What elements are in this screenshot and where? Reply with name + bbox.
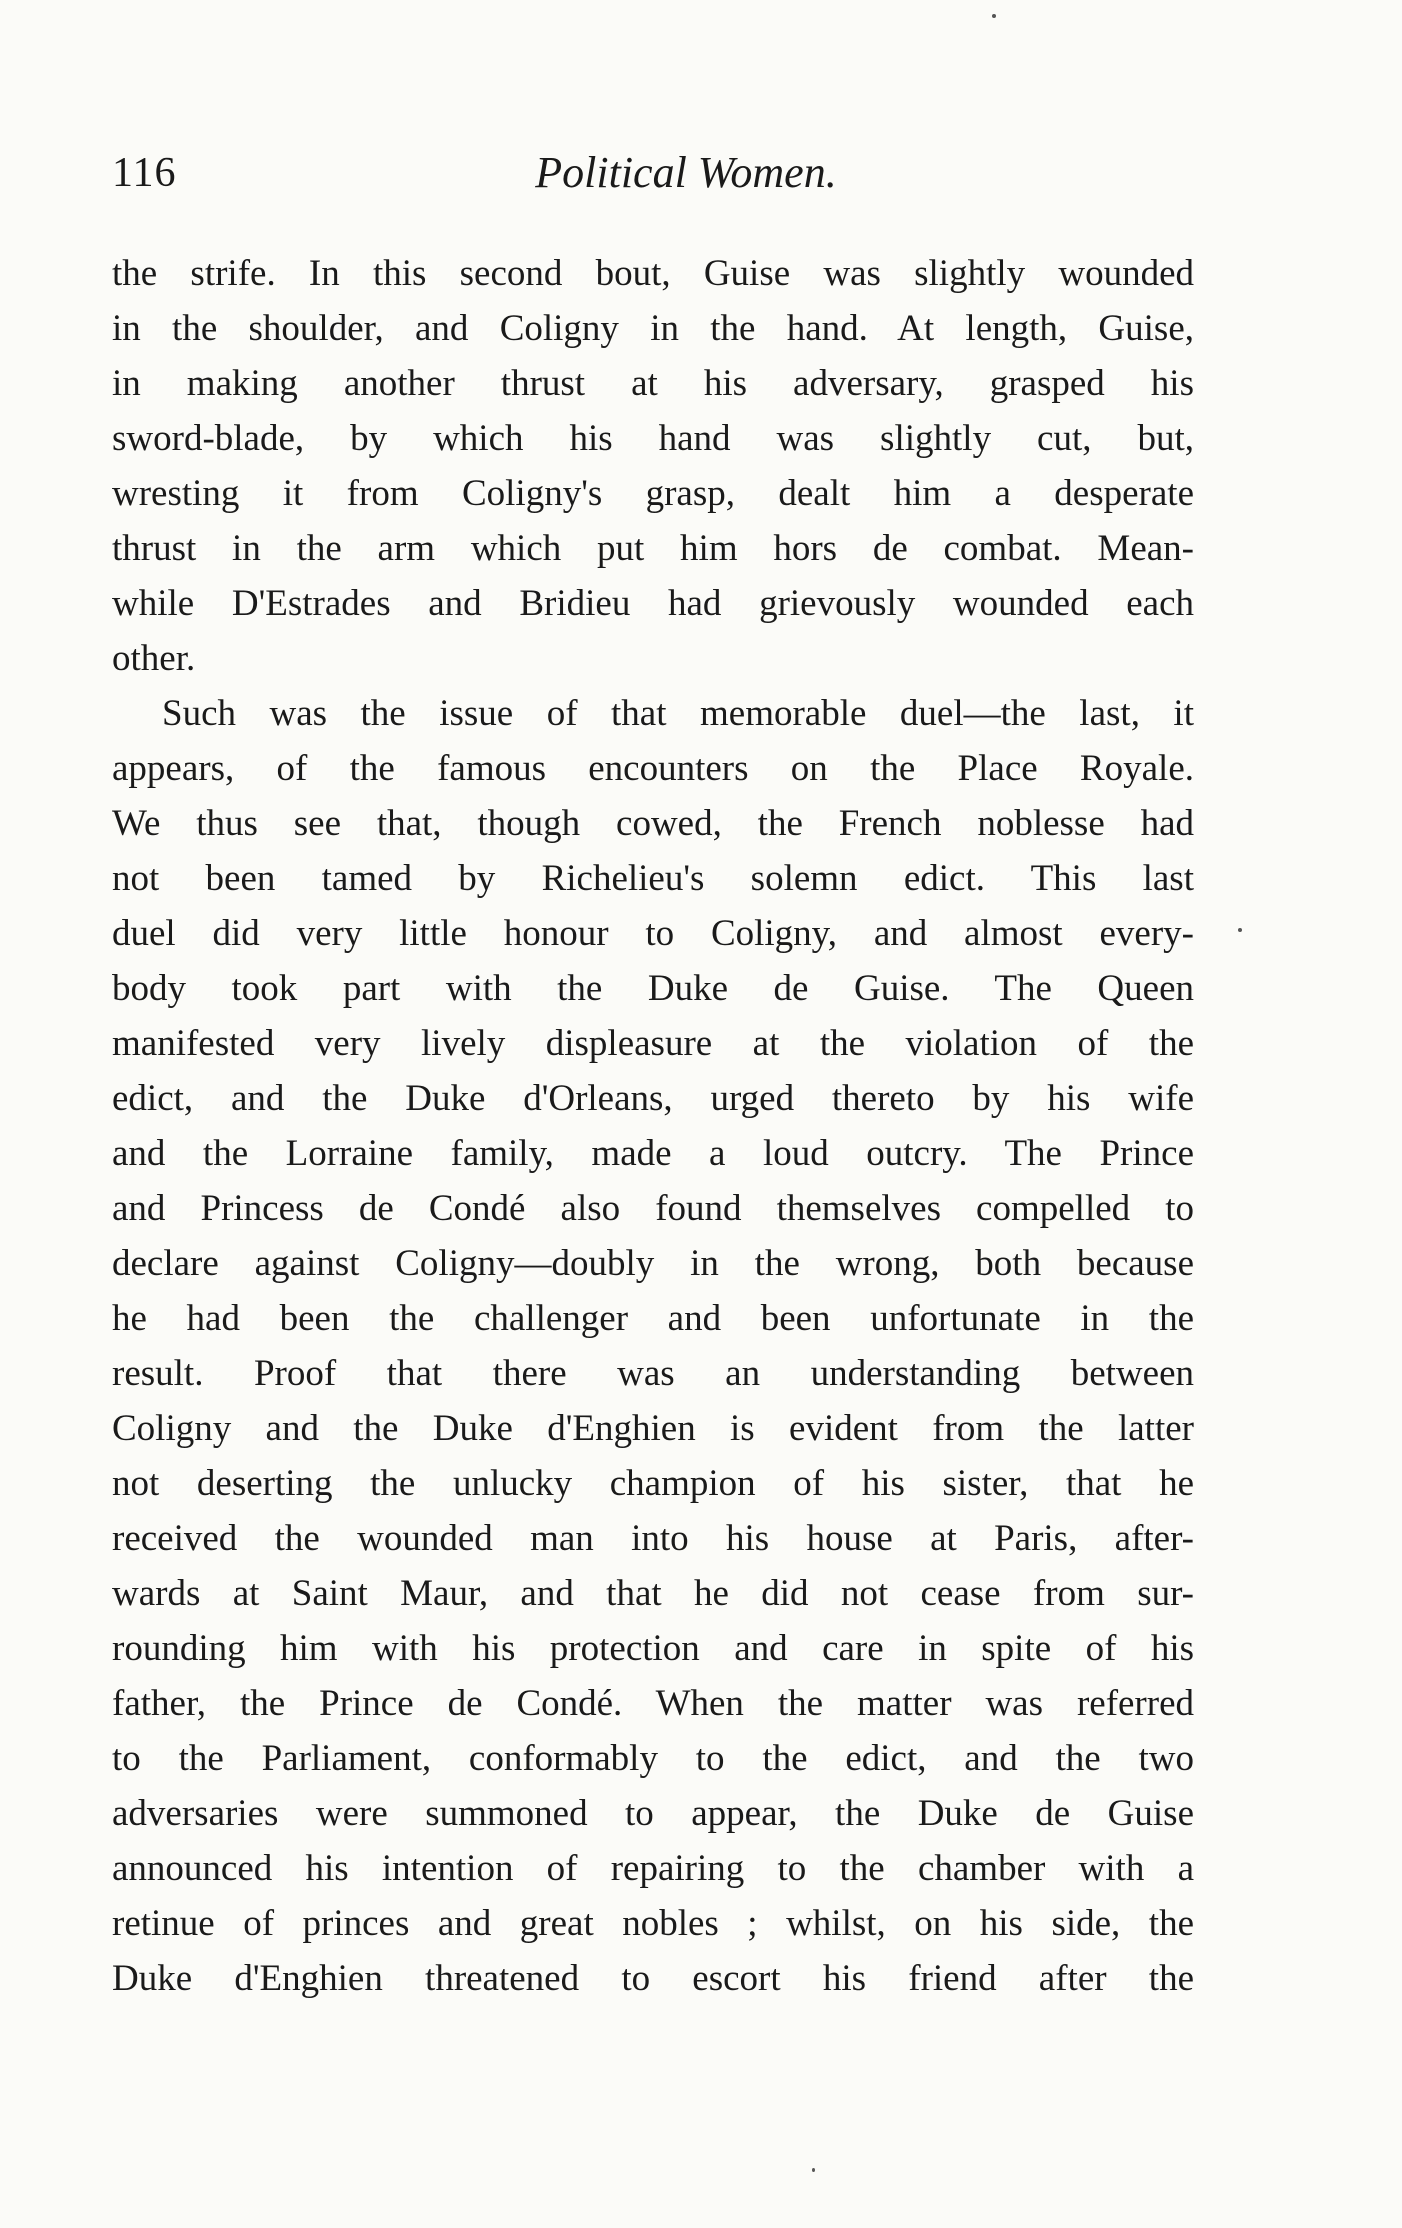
text-line: and Princess de Condé also found themselves compelled to: [112, 1188, 1194, 1229]
text-line: We thus see that, though cowed, the French noblesse had: [112, 803, 1194, 844]
text-line: result. Proof that there was an understanding between: [112, 1353, 1194, 1394]
text-line: duel did very little honour to Coligny, and almost every-: [112, 913, 1194, 954]
text-line: wards at Saint Maur, and that he did not cease from sur-: [112, 1573, 1194, 1614]
text-line: received the wounded man into his house at Paris, after-: [112, 1518, 1194, 1559]
text-line: the strife. In this second bout, Guise was slightly wounded: [112, 253, 1194, 294]
text-line: other.: [112, 638, 196, 679]
text-line: not deserting the unlucky champion of his sister, that he: [112, 1463, 1194, 1504]
text-line: edict, and the Duke d'Orleans, urged thereto by his wife: [112, 1078, 1194, 1119]
text-line: Coligny and the Duke d'Enghien is evident from the latter: [112, 1408, 1194, 1449]
scan-speck: [1238, 928, 1242, 932]
text-line: announced his intention of repairing to the chamber with a: [112, 1848, 1194, 1889]
body-text: [112, 246, 1194, 2006]
text-line: sword-blade, by which his hand was slightly cut, but,: [112, 418, 1194, 459]
scan-speck: [992, 14, 996, 18]
text-line: not been tamed by Richelieu's solemn edict. This last: [112, 858, 1194, 899]
scan-speck: [812, 2168, 815, 2172]
text-line: wresting it from Coligny's grasp, dealt him a desperate: [112, 473, 1194, 514]
page-number: 116: [112, 150, 177, 196]
text-line: manifested very lively displeasure at the violation of the: [112, 1023, 1194, 1064]
text-line: in the shoulder, and Coligny in the hand. At length, Guise,: [112, 308, 1194, 349]
text-line: thrust in the arm which put him hors de combat. Mean-: [112, 528, 1194, 569]
text-line: appears, of the famous encounters on the Place Royale.: [112, 748, 1194, 789]
running-head: [112, 148, 1220, 208]
text-line: in making another thrust at his adversary, grasped his: [112, 363, 1194, 404]
text-line: Such was the issue of that memorable duel—the last, it: [162, 693, 1194, 734]
text-line: rounding him with his protection and care in spite of his: [112, 1628, 1194, 1669]
running-title: Political Women.: [535, 148, 837, 197]
text-line: while D'Estrades and Bridieu had grievously wounded each: [112, 583, 1194, 624]
text-line: to the Parliament, conformably to the edict, and the two: [112, 1738, 1194, 1779]
text-line: retinue of princes and great nobles ; whilst, on his side, the: [112, 1903, 1194, 1944]
text-line: body took part with the Duke de Guise. The Queen: [112, 968, 1194, 1009]
text-line: Duke d'Enghien threatened to escort his friend after the: [112, 1958, 1194, 1999]
text-line: and the Lorraine family, made a loud outcry. The Prince: [112, 1133, 1194, 1174]
text-line: declare against Coligny—doubly in the wrong, both because: [112, 1243, 1194, 1284]
text-line: adversaries were summoned to appear, the Duke de Guise: [112, 1793, 1194, 1834]
text-line: he had been the challenger and been unfortunate in the: [112, 1298, 1194, 1339]
text-line: father, the Prince de Condé. When the matter was referred: [112, 1683, 1194, 1724]
